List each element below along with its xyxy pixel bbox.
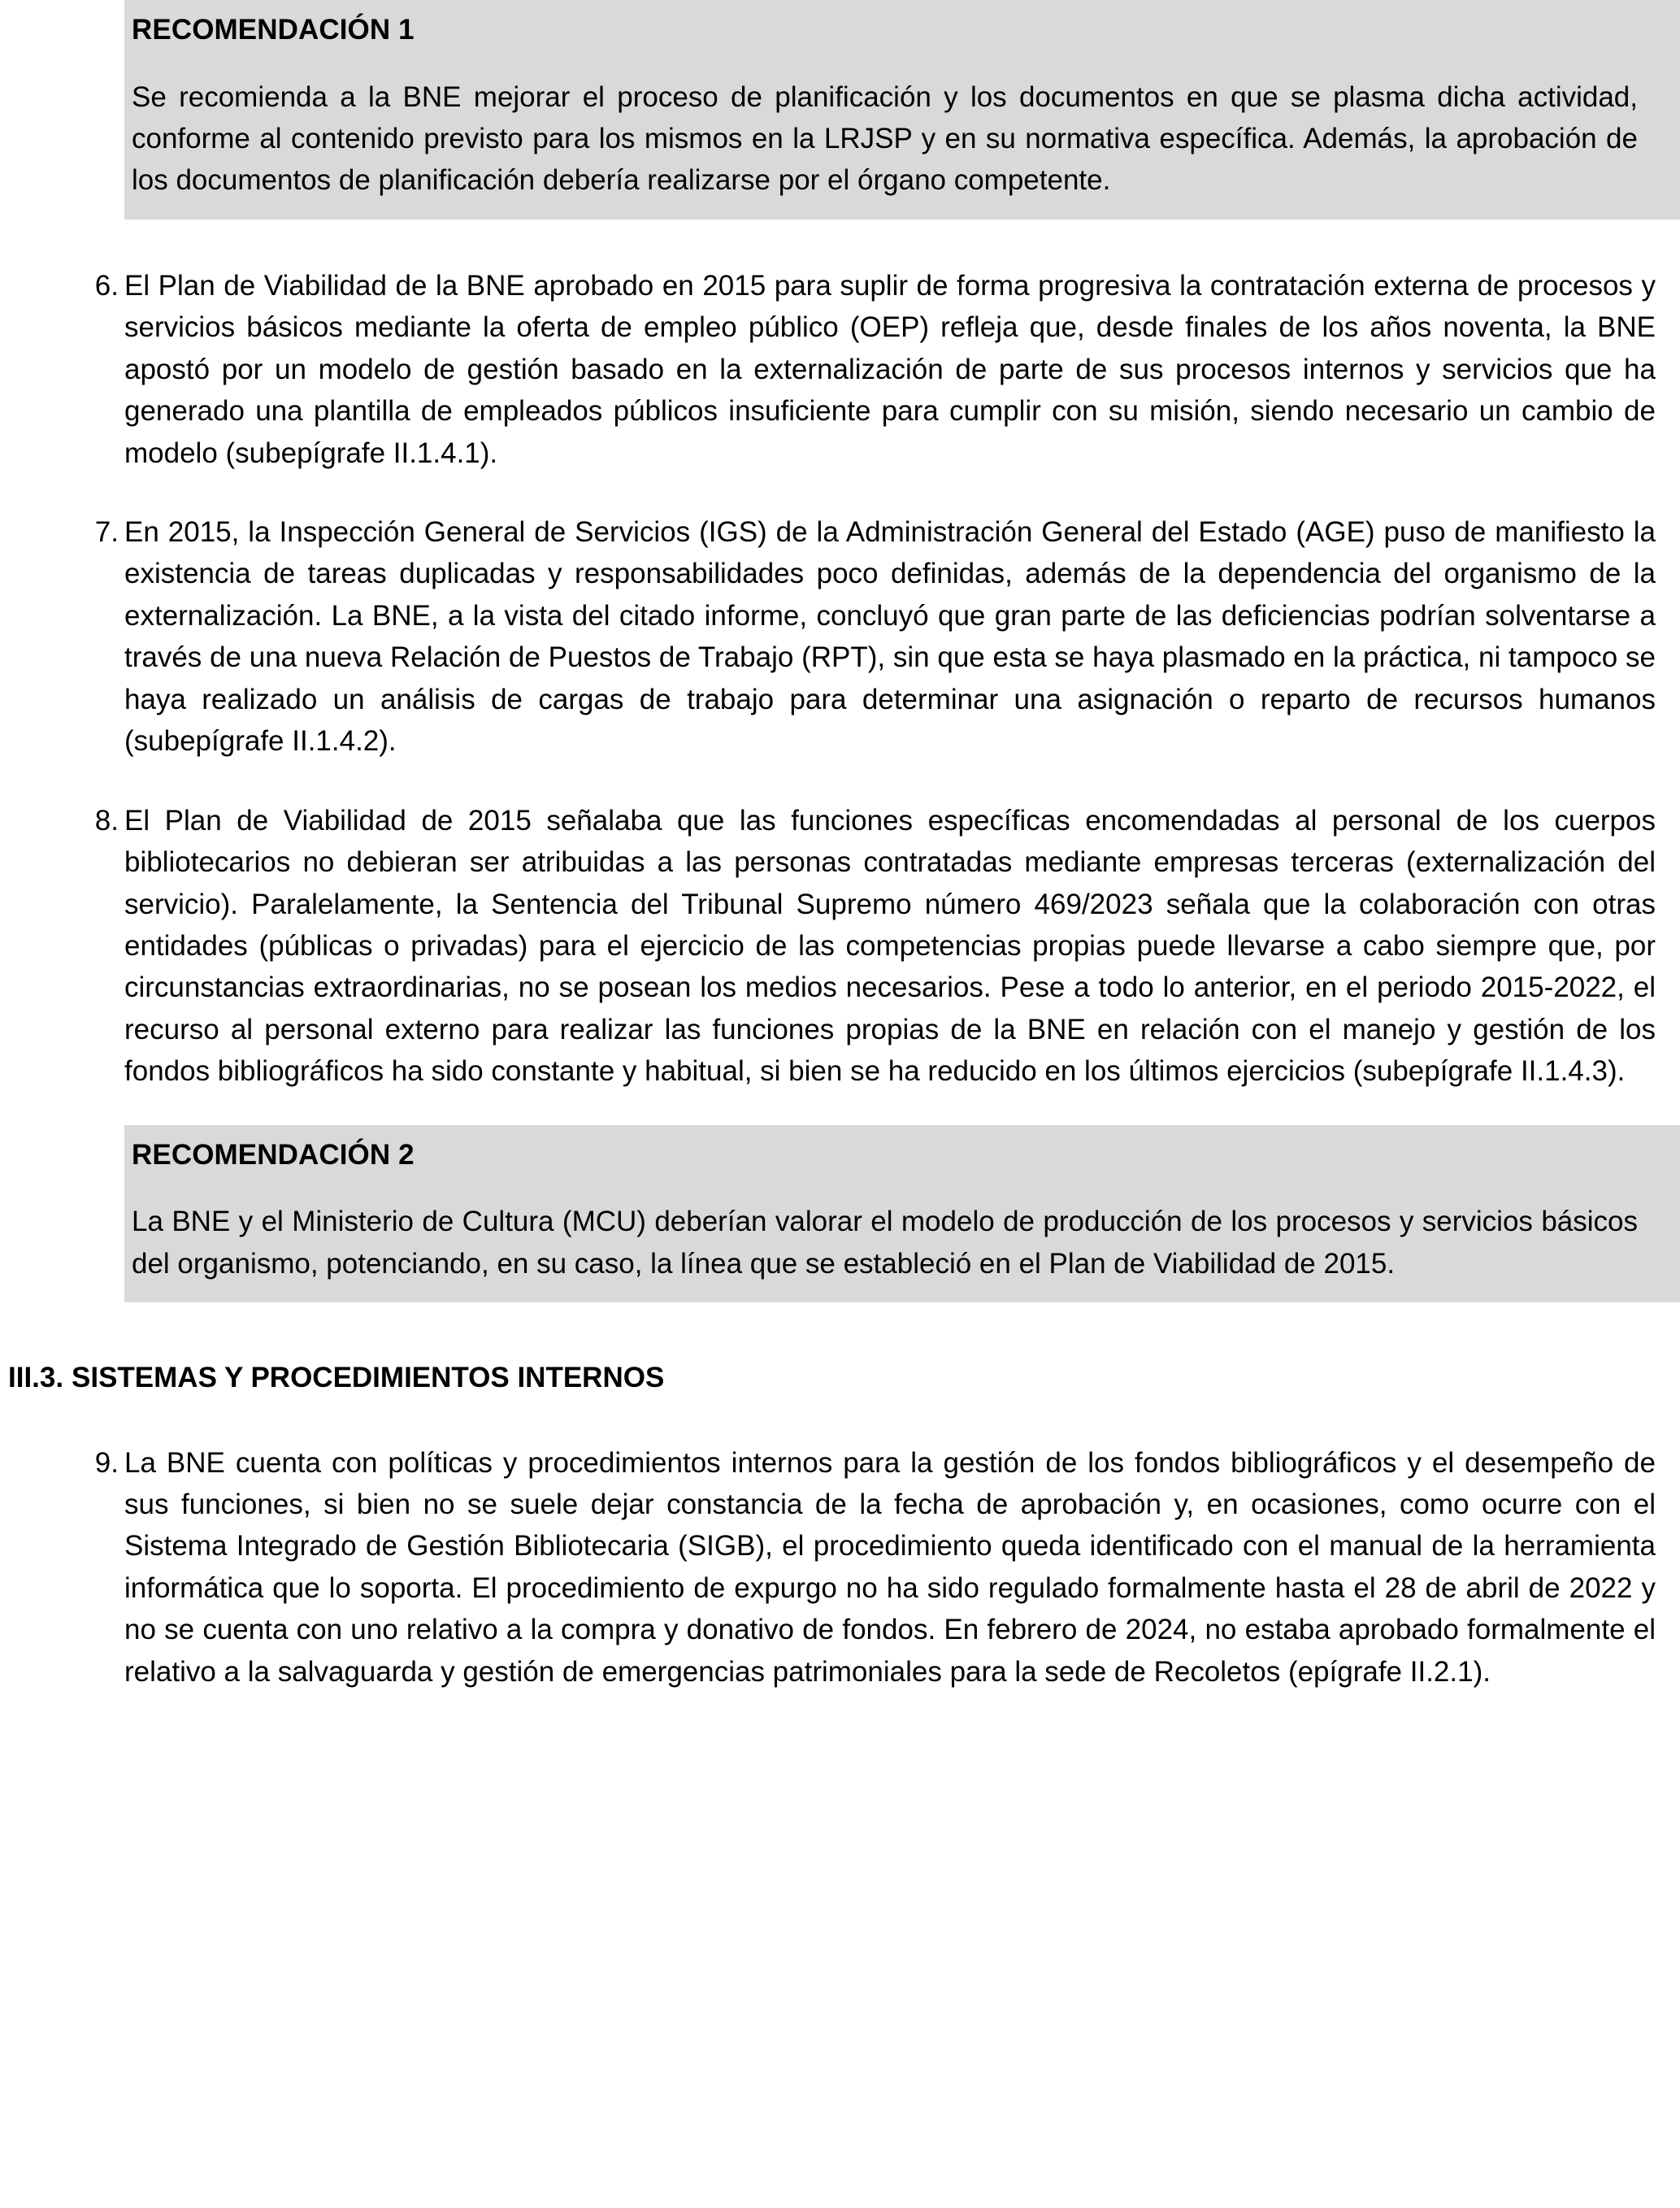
spacer: [0, 474, 1680, 511]
paragraph-6-number: 6.: [94, 269, 119, 302]
numbered-paragraph-6: [0, 265, 1680, 474]
numbered-paragraph-8: [0, 800, 1680, 1093]
spacer: [0, 1093, 1680, 1125]
paragraph-7-number: 7.: [94, 516, 119, 548]
spacer: [0, 763, 1680, 800]
recommendation-2-body: La BNE y el Ministerio de Cultura (MCU) deberían valorar el modelo de producción de los procesos y servicios básicos del organismo, potenciando, en su caso, la línea que se estableció en el Plan de Viabilidad de 2015.: [132, 1206, 1638, 1280]
section-heading-title: SISTEMAS Y PROCEDIMIENTOS INTERNOS: [72, 1362, 665, 1394]
section-heading-number: III.3.: [8, 1362, 64, 1394]
paragraph-8-text: El Plan de Viabilidad de 2015 señalaba que las funciones específicas encomendadas al personal de los cuerpos bibliotecarios no debieran ser atribuidas a las personas contratadas mediante empresas terceras (externalización del servicio). Paralelamente, la Sentencia del Tribunal Supremo número 469/2023 señala que la colaboración con otras entidades (públicas o privadas) para el ejercicio de las competencias propias puede llevarse a cabo siempre que, por circunstancias extraordinarias, no se posean los medios necesarios. Pese a todo lo anterior, en el periodo 2015-2022, el recurso al personal externo para realizar las funciones propias de la BNE en relación con el manejo y gestión de los fondos bibliográficos ha sido constante y habitual, si bien se ha reducido en los últimos ejercicios (subepígrafe II.1.4.3).: [124, 804, 1656, 1088]
spacer: [0, 219, 1680, 265]
recommendation-2-box: [124, 1125, 1680, 1302]
section-heading-iii-3: [8, 1359, 1680, 1397]
recommendation-1-title: RECOMENDACIÓN 1: [132, 14, 415, 46]
spacer: [0, 1397, 1680, 1442]
numbered-paragraph-7: [0, 511, 1680, 763]
spacer: [0, 1302, 1680, 1359]
recommendation-2-title: RECOMENDACIÓN 2: [132, 1138, 415, 1171]
paragraph-9-text: La BNE cuenta con políticas y procedimientos internos para la gestión de los fondos bibliográficos y el desempeño de sus funciones, si bien no se suele dejar constancia de la fecha de aprobación y, en ocasiones, como ocurre con el Sistema Integrado de Gestión Bibliotecaria (SIGB), el procedimiento queda identificado con el manual de la herramienta informática que lo soporta. El procedimiento de expurgo no ha sido regulado formalmente hasta el 28 de abril de 2022 y no se cuenta con uno relativo a la compra y donativo de fondos. En febrero de 2024, no estaba aprobado formalmente el relativo a la salvaguarda y gestión de emergencias patrimoniales para la sede de Recoletos (epígrafe II.2.1).: [124, 1446, 1656, 1688]
paragraph-6-text: El Plan de Viabilidad de la BNE aprobado en 2015 para suplir de forma progresiva la contratación externa de procesos y servicios básicos mediante la oferta de empleo público (OEP) refleja que, desde finales de los años noventa, la BNE apostó por un modelo de gestión basado en la externalización de parte de sus procesos internos y servicios que ha generado una plantilla de empleados públicos insuficiente para cumplir con su misión, siendo necesario un cambio de modelo (subepígrafe II.1.4.1).: [124, 269, 1656, 469]
recommendation-1-body: Se recomienda a la BNE mejorar el proceso de planificación y los documentos en que se plasma dicha actividad, conforme al contenido previsto para los mismos en la LRJSP y en su normativa específica. Además, la aprobación de los documentos de planificación debería realizarse por el órgano competente.: [132, 80, 1638, 197]
paragraph-9-number: 9.: [94, 1446, 119, 1479]
paragraph-7-text: En 2015, la Inspección General de Servicios (IGS) de la Administración General del Estado (AGE) puso de manifiesto la existencia de tareas duplicadas y responsabilidades poco definidas, además de la dependencia del organismo de la externalización. La BNE, a la vista del citado informe, concluyó que gran parte de las deficiencias podrían solventarse a través de una nueva Relación de Puestos de Trabajo (RPT), sin que esta se haya plasmado en la práctica, ni tampoco se haya realizado un análisis de cargas de trabajo para determinar una asignación o reparto de recursos humanos (subepígrafe II.1.4.2).: [124, 516, 1656, 758]
paragraph-8-number: 8.: [94, 804, 119, 837]
numbered-paragraph-9: [0, 1442, 1680, 1693]
recommendation-1-box: [124, 0, 1680, 219]
